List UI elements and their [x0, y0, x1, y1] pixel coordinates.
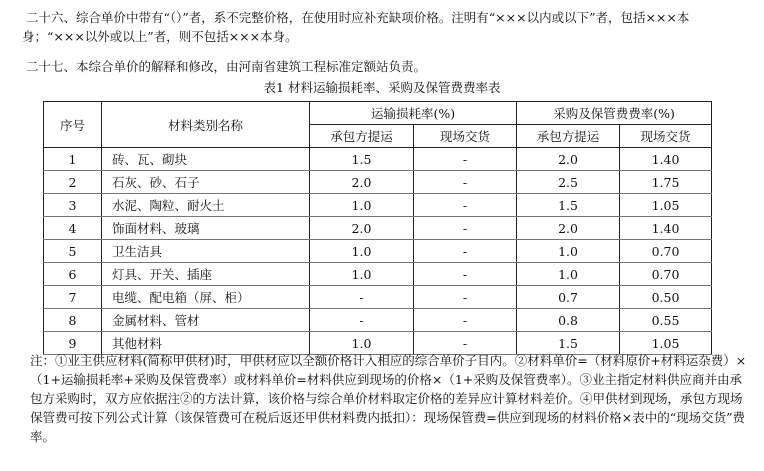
table-note: 注：①业主供应材料(简称甲供材)时，甲供材应以全额价格计入相应的综合单价子目内。②材料单价=（材料原价+材料运杂费）×（1+运输损耗率+采购及保管费率）或材料单价=材料供应到现场的价格×（1+采购及保管费率）。③业主指定材料供应商并由承包方采购时，双方应依据注②的方法计算，该价格与综合单价材料取定价格的差异应计算材料差价。④甲供材到现场，承包方现场保管费可按下列公式计算（该保管费可在税后返还甲供材料费内抵扣）：现场保管费=供应到现场的材料价格×表中的“现场交货”费率。 — [30, 353, 747, 444]
row-fee-site: 0.50 — [620, 286, 712, 309]
table-row — [44, 309, 712, 332]
row-loss-contractor: 1.5 — [310, 148, 414, 171]
row-no: 3 — [44, 194, 102, 217]
row-no: 8 — [44, 309, 102, 332]
row-fee-site: 1.75 — [620, 171, 712, 194]
table-row — [44, 148, 712, 171]
table-row — [44, 263, 712, 286]
row-loss-site: - — [414, 286, 517, 309]
row-name: 砖、瓦、砌块 — [102, 148, 310, 171]
row-no: 6 — [44, 263, 102, 286]
row-fee-site: 1.40 — [620, 148, 712, 171]
row-name: 水泥、陶粒、耐火土 — [102, 194, 310, 217]
header-fee-site: 现场交货 — [620, 125, 712, 148]
row-loss-site: - — [414, 332, 517, 355]
material-rate-table — [43, 101, 712, 355]
header-fee-contractor: 承包方提运 — [517, 125, 620, 148]
row-name: 其他材料 — [102, 332, 310, 355]
row-loss-contractor: 1.0 — [310, 240, 414, 263]
row-fee-contractor: 2.0 — [517, 148, 620, 171]
row-loss-site: - — [414, 240, 517, 263]
row-loss-contractor: 2.0 — [310, 171, 414, 194]
row-loss-contractor: - — [310, 286, 414, 309]
row-name: 石灰、砂、石子 — [102, 171, 310, 194]
row-fee-contractor: 1.5 — [517, 194, 620, 217]
header-loss-contractor: 承包方提运 — [310, 125, 414, 148]
row-no: 2 — [44, 171, 102, 194]
table-row — [44, 171, 712, 194]
row-no: 9 — [44, 332, 102, 355]
row-no: 4 — [44, 217, 102, 240]
row-fee-contractor: 2.5 — [517, 171, 620, 194]
row-fee-site: 0.55 — [620, 309, 712, 332]
row-name: 灯具、开关、插座 — [102, 263, 310, 286]
header-seq: 序号 — [44, 102, 102, 148]
row-loss-site: - — [414, 148, 517, 171]
row-loss-contractor: 2.0 — [310, 217, 414, 240]
row-loss-contractor: 1.0 — [310, 332, 414, 355]
row-fee-site: 1.40 — [620, 217, 712, 240]
table-row — [44, 194, 712, 217]
row-fee-site: 1.05 — [620, 332, 712, 355]
paragraph-27: 二十七、本综合单价的解释和修改，由河南省建筑工程标准定额站负责。 — [26, 59, 427, 74]
row-fee-contractor: 0.8 — [517, 309, 620, 332]
row-loss-site: - — [414, 309, 517, 332]
row-fee-contractor: 0.7 — [517, 286, 620, 309]
row-name: 金属材料、管材 — [102, 309, 310, 332]
row-name: 饰面材料、玻璃 — [102, 217, 310, 240]
row-loss-site: - — [414, 194, 517, 217]
header-procurement-fee: 采购及保管费费率(%) — [517, 102, 712, 125]
row-fee-contractor: 2.0 — [517, 217, 620, 240]
row-no: 5 — [44, 240, 102, 263]
table-row — [44, 217, 712, 240]
table-row — [44, 286, 712, 309]
header-loss-site: 现场交货 — [414, 125, 517, 148]
row-loss-contractor: - — [310, 309, 414, 332]
row-no: 7 — [44, 286, 102, 309]
row-loss-site: - — [414, 263, 517, 286]
row-fee-site: 0.70 — [620, 240, 712, 263]
table-row — [44, 240, 712, 263]
row-name: 卫生洁具 — [102, 240, 310, 263]
row-fee-contractor: 1.0 — [517, 240, 620, 263]
row-loss-contractor: 1.0 — [310, 263, 414, 286]
row-name: 电缆、配电箱（屏、柜） — [102, 286, 310, 309]
row-loss-contractor: 1.0 — [310, 194, 414, 217]
row-no: 1 — [44, 148, 102, 171]
header-transport-loss: 运输损耗率(%) — [310, 102, 517, 125]
row-fee-contractor: 1.0 — [517, 263, 620, 286]
row-fee-site: 0.70 — [620, 263, 712, 286]
row-fee-contractor: 1.5 — [517, 332, 620, 355]
row-fee-site: 1.05 — [620, 194, 712, 217]
header-category: 材料类别名称 — [102, 102, 310, 148]
table-caption: 表1 材料运输损耗率、采购及保管费费率表 — [263, 80, 501, 95]
row-loss-site: - — [414, 171, 517, 194]
row-loss-site: - — [414, 217, 517, 240]
paragraph-26: 二十六、综合单价中带有“（）”者，系不完整价格，在使用时应补充缺项价格。注明有“×××以内或以下”者，包括×××本身；“×××以外或以上”者，则不包括×××本身。 — [22, 10, 690, 44]
